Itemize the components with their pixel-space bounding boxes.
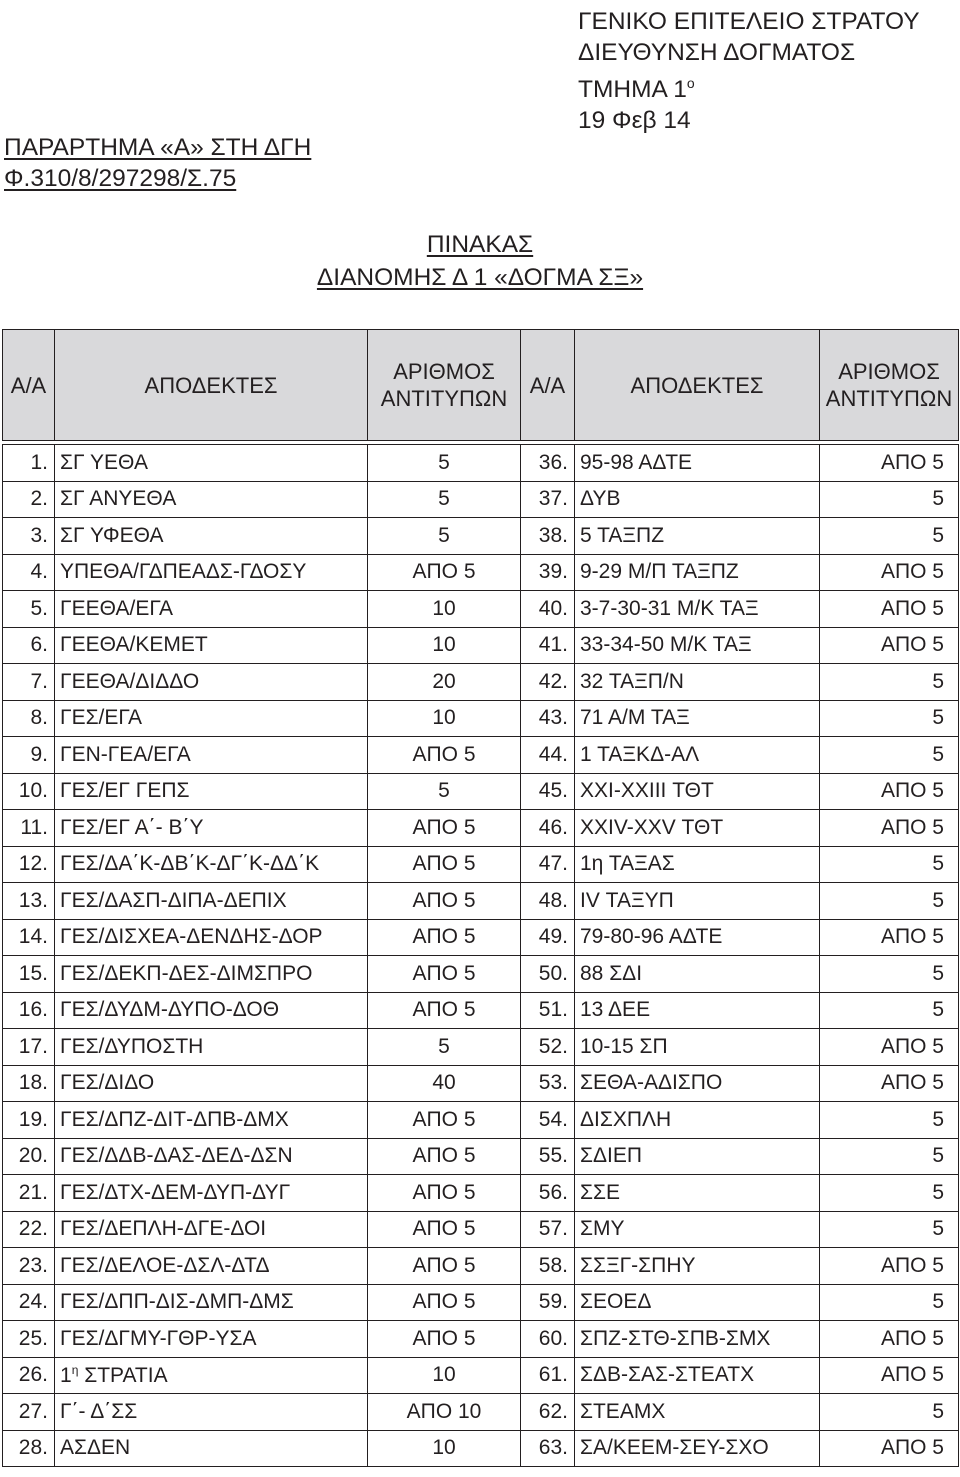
row-number: 55. xyxy=(521,1138,575,1175)
recipient-name: XXIV-XXV ΤΘΤ xyxy=(575,810,820,847)
section-prefix: ΤΜΗΜΑ 1 xyxy=(578,76,687,103)
table-row xyxy=(3,1138,959,1175)
table-row xyxy=(3,518,959,555)
copies-count: 10 xyxy=(368,700,521,737)
copies-count: 40 xyxy=(368,1065,521,1102)
recipient-name: ΓΕΣ/ΔΤΧ-ΔΕΜ-ΔΥΠ-ΔΥΓ xyxy=(55,1175,368,1212)
row-number: 4. xyxy=(3,554,55,591)
copies-count: ΑΠΟ 5 xyxy=(368,1211,521,1248)
copies-count: 5 xyxy=(820,883,959,920)
recipient-name: ΓΕΣ/ΔΑ΄Κ-ΔΒ΄Κ-ΔΓ΄Κ-ΔΔ΄Κ xyxy=(55,846,368,883)
copies-count: 10 xyxy=(368,1357,521,1394)
table-row xyxy=(3,481,959,518)
row-number: 28. xyxy=(3,1430,55,1467)
row-number: 56. xyxy=(521,1175,575,1212)
row-number: 21. xyxy=(3,1175,55,1212)
copies-count: 5 xyxy=(820,956,959,993)
recipient-name: ΣΣΞΓ-ΣΠΗΥ xyxy=(575,1248,820,1285)
table-row xyxy=(3,627,959,664)
recipient-name: 10-15 ΣΠ xyxy=(575,1029,820,1066)
copies-count: ΑΠΟ 5 xyxy=(820,1357,959,1394)
copies-count: 10 xyxy=(368,627,521,664)
recipient-name: 13 ΔΕΕ xyxy=(575,992,820,1029)
recipient-name: ΣΑ/ΚΕΕΜ-ΣΕΥ-ΣΧΟ xyxy=(575,1430,820,1467)
table-row xyxy=(3,1102,959,1139)
row-number: 5. xyxy=(3,591,55,628)
row-number: 16. xyxy=(3,992,55,1029)
row-number: 8. xyxy=(3,700,55,737)
recipient-name: ΣΤΕΑΜΧ xyxy=(575,1394,820,1431)
row-number: 39. xyxy=(521,554,575,591)
table-row xyxy=(3,1065,959,1102)
copies-count: ΑΠΟ 5 xyxy=(368,992,521,1029)
copies-count: ΑΠΟ 5 xyxy=(368,919,521,956)
header-recipients: ΑΠΟΔΕΚΤΕΣ xyxy=(55,330,368,441)
recipient-name: ΓΕΝ-ΓΕΑ/ΕΓΑ xyxy=(55,737,368,774)
copies-count: 5 xyxy=(368,445,521,482)
copies-count: ΑΠΟ 5 xyxy=(368,956,521,993)
recipient-name: 95-98 ΑΔΤΕ xyxy=(575,445,820,482)
recipient-name: ΣΕΟΕΔ xyxy=(575,1284,820,1321)
table-row xyxy=(3,737,959,774)
row-number: 37. xyxy=(521,481,575,518)
copies-count: 5 xyxy=(820,1102,959,1139)
recipient-name: ΔΥΒ xyxy=(575,481,820,518)
recipient-name: $1^\eta$ ΣΤΡΑΤΙΑ xyxy=(55,1357,368,1394)
recipient-name: 71 Α/Μ ΤΑΞ xyxy=(575,700,820,737)
copies-count: ΑΠΟ 5 xyxy=(820,919,959,956)
row-number: 46. xyxy=(521,810,575,847)
row-number: 17. xyxy=(3,1029,55,1066)
row-number: 9. xyxy=(3,737,55,774)
row-number: 25. xyxy=(3,1321,55,1358)
row-number: 19. xyxy=(3,1102,55,1139)
row-number: 43. xyxy=(521,700,575,737)
row-number: 36. xyxy=(521,445,575,482)
copies-count: ΑΠΟ 5 xyxy=(368,846,521,883)
copies-count: ΑΠΟ 5 xyxy=(820,627,959,664)
row-number: 27. xyxy=(3,1394,55,1431)
recipient-name: ΑΣΔΕΝ xyxy=(55,1430,368,1467)
copies-count: 5 xyxy=(820,1211,959,1248)
copies-count: ΑΠΟ 5 xyxy=(820,773,959,810)
copies-count: 10 xyxy=(368,591,521,628)
row-number: 26. xyxy=(3,1357,55,1394)
row-number: 7. xyxy=(3,664,55,701)
recipient-name: ΣΓ ΥΕΘΑ xyxy=(55,445,368,482)
copies-count: ΑΠΟ 5 xyxy=(368,554,521,591)
recipient-name: ΓΕΣ/ΕΓΑ xyxy=(55,700,368,737)
row-number: 15. xyxy=(3,956,55,993)
row-number: 38. xyxy=(521,518,575,555)
copies-count: 10 xyxy=(368,1430,521,1467)
copies-count: ΑΠΟ 5 xyxy=(368,1284,521,1321)
table-row xyxy=(3,554,959,591)
table-row xyxy=(3,664,959,701)
recipient-name: 5 ΤΑΞΠΖ xyxy=(575,518,820,555)
row-number: 1. xyxy=(3,445,55,482)
org-line: ΔΙΕΥΘΥΝΣΗ ΔΟΓΜΑΤΟΣ xyxy=(578,39,856,66)
row-number: 3. xyxy=(3,518,55,555)
table-row xyxy=(3,1394,959,1431)
table-row xyxy=(3,956,959,993)
header-copies: ΑΡΙΘΜΟΣ ΑΝΤΙΤΥΠΩΝ xyxy=(820,330,959,441)
recipient-name: 79-80-96 ΑΔΤΕ xyxy=(575,919,820,956)
recipient-name: ΓΕΣ/ΔΥΠΟΣΤΗ xyxy=(55,1029,368,1066)
table-row xyxy=(3,810,959,847)
table-row xyxy=(3,1284,959,1321)
recipient-name: ΣΕΘΑ-ΑΔΙΣΠΟ xyxy=(575,1065,820,1102)
table-row xyxy=(3,1029,959,1066)
row-number: 45. xyxy=(521,773,575,810)
copies-count: ΑΠΟ 5 xyxy=(820,810,959,847)
recipient-name: ΣΔΒ-ΣΑΣ-ΣΤΕΑΤΧ xyxy=(575,1357,820,1394)
recipient-name: ΣΓ ΑΝΥΕΘΑ xyxy=(55,481,368,518)
copies-count: ΑΠΟ 5 xyxy=(368,1175,521,1212)
recipient-name: 3-7-30-31 Μ/Κ ΤΑΞ xyxy=(575,591,820,628)
row-number: 24. xyxy=(3,1284,55,1321)
copies-count: 5 xyxy=(820,700,959,737)
row-number: 53. xyxy=(521,1065,575,1102)
row-number: 18. xyxy=(3,1065,55,1102)
table-row xyxy=(3,846,959,883)
row-number: 11. xyxy=(3,810,55,847)
table-row xyxy=(3,919,959,956)
recipient-name: ΓΕΣ/ΔΠΠ-ΔΙΣ-ΔΜΠ-ΔΜΣ xyxy=(55,1284,368,1321)
copies-count: ΑΠΟ 5 xyxy=(368,1102,521,1139)
row-number: 12. xyxy=(3,846,55,883)
recipient-name: ΓΕΣ/ΔΕΛΟΕ-ΔΣΛ-ΔΤΔ xyxy=(55,1248,368,1285)
table-row xyxy=(3,700,959,737)
row-number: 14. xyxy=(3,919,55,956)
copies-count: ΑΠΟ 5 xyxy=(368,1248,521,1285)
recipient-name: 33-34-50 Μ/Κ ΤΑΞ xyxy=(575,627,820,664)
row-number: 47. xyxy=(521,846,575,883)
row-number: 22. xyxy=(3,1211,55,1248)
recipient-name: ΔΙΣΧΠΛΗ xyxy=(575,1102,820,1139)
copies-count: ΑΠΟ 5 xyxy=(368,883,521,920)
issuing-authority-block xyxy=(578,6,920,136)
distribution-table xyxy=(2,329,959,1467)
copies-count: 5 xyxy=(820,481,959,518)
copies-count: ΑΠΟ 5 xyxy=(820,1321,959,1358)
recipient-name: ΓΕΣ/ΔΥΔΜ-ΔΥΠΟ-ΔΟΘ xyxy=(55,992,368,1029)
copies-count: ΑΠΟ 5 xyxy=(820,1065,959,1102)
row-number: 49. xyxy=(521,919,575,956)
row-number: 61. xyxy=(521,1357,575,1394)
row-number: 40. xyxy=(521,591,575,628)
recipient-name: ΣΠΖ-ΣΤΘ-ΣΠΒ-ΣΜΧ xyxy=(575,1321,820,1358)
recipient-name: ΥΠΕΘΑ/ΓΔΠΕΑΔΣ-ΓΔΟΣΥ xyxy=(55,554,368,591)
table-row xyxy=(3,1211,959,1248)
row-number: 13. xyxy=(3,883,55,920)
recipient-name: ΓΕΕΘΑ/ΕΓΑ xyxy=(55,591,368,628)
table-row xyxy=(3,1430,959,1467)
section-sup: ο xyxy=(686,75,695,91)
recipient-name: 1η ΤΑΞΑΣ xyxy=(575,846,820,883)
recipient-name: ΓΕΣ/ΔΓΜΥ-ΓΘΡ-ΥΣΑ xyxy=(55,1321,368,1358)
recipient-name: ΓΕΕΘΑ/ΚΕΜΕΤ xyxy=(55,627,368,664)
copies-count: 5 xyxy=(368,1029,521,1066)
copies-count: 5 xyxy=(820,992,959,1029)
recipient-name: ΓΕΣ/ΔΕΠΛΗ-ΔΓΕ-ΔΟΙ xyxy=(55,1211,368,1248)
table-row xyxy=(3,992,959,1029)
copies-count: ΑΠΟ 5 xyxy=(368,1321,521,1358)
recipient-name: ΣΜΥ xyxy=(575,1211,820,1248)
row-number: 42. xyxy=(521,664,575,701)
recipient-name: ΣΓ ΥΦΕΘΑ xyxy=(55,518,368,555)
recipient-name: ΓΕΣ/ΔΑΣΠ-ΔΙΠΑ-ΔΕΠΙΧ xyxy=(55,883,368,920)
copies-count: 5 xyxy=(820,1138,959,1175)
title-line-2: ΔΙΑΝΟΜΗΣ Δ 1 «ΔΟΓΜΑ ΣΞ» xyxy=(316,264,644,291)
recipient-name: ΣΣΕ xyxy=(575,1175,820,1212)
row-number: 10. xyxy=(3,773,55,810)
copies-count: ΑΠΟ 5 xyxy=(820,1248,959,1285)
row-number: 51. xyxy=(521,992,575,1029)
row-number: 63. xyxy=(521,1430,575,1467)
copies-count: ΑΠΟ 5 xyxy=(368,810,521,847)
copies-count: ΑΠΟ 5 xyxy=(820,445,959,482)
copies-count: ΑΠΟ 5 xyxy=(368,1138,521,1175)
org-line: ΓΕΝΙΚΟ ΕΠΙΤΕΛΕΙΟ ΣΤΡΑΤΟΥ xyxy=(578,8,920,35)
table-row xyxy=(3,445,959,482)
copies-count: ΑΠΟ 5 xyxy=(368,737,521,774)
table-row xyxy=(3,1357,959,1394)
row-number: 48. xyxy=(521,883,575,920)
recipient-name: 1 ΤΑΞΚΔ-ΑΛ xyxy=(575,737,820,774)
table-row xyxy=(3,883,959,920)
table-row xyxy=(3,773,959,810)
section-line xyxy=(578,68,920,105)
table-header-row xyxy=(3,330,959,441)
recipient-name: IV ΤΑΞΥΠ xyxy=(575,883,820,920)
row-number: 52. xyxy=(521,1029,575,1066)
annex-title: ΠΑΡΑΡΤΗΜΑ «Α» ΣΤΗ ΔΓΗ xyxy=(4,134,312,161)
copies-count: 5 xyxy=(820,1394,959,1431)
copies-count: 5 xyxy=(820,1175,959,1212)
copies-count: 5 xyxy=(820,518,959,555)
header-no: Α/Α xyxy=(3,330,55,441)
copies-count: ΑΠΟ 5 xyxy=(820,1029,959,1066)
recipient-name: 9-29 Μ/Π ΤΑΞΠΖ xyxy=(575,554,820,591)
header-recipients: ΑΠΟΔΕΚΤΕΣ xyxy=(575,330,820,441)
copies-count: 5 xyxy=(368,481,521,518)
row-number: 20. xyxy=(3,1138,55,1175)
row-number: 50. xyxy=(521,956,575,993)
row-number: 59. xyxy=(521,1284,575,1321)
document-date: 19 Φεβ 14 xyxy=(578,107,691,134)
recipient-name: ΓΕΣ/ΔΔΒ-ΔΑΣ-ΔΕΔ-ΔΣΝ xyxy=(55,1138,368,1175)
table-row xyxy=(3,591,959,628)
recipient-name: 32 ΤΑΞΠ/Ν xyxy=(575,664,820,701)
document-title xyxy=(0,228,960,294)
table-body xyxy=(3,445,959,1467)
row-number: 62. xyxy=(521,1394,575,1431)
row-number: 23. xyxy=(3,1248,55,1285)
header-copies: ΑΡΙΘΜΟΣ ΑΝΤΙΤΥΠΩΝ xyxy=(368,330,521,441)
recipient-name: Γ΄- Δ΄ΣΣ xyxy=(55,1394,368,1431)
recipient-name: ΓΕΣ/ΕΓ Α΄- Β΄Υ xyxy=(55,810,368,847)
copies-count: 5 xyxy=(368,773,521,810)
header-no: Α/Α xyxy=(521,330,575,441)
recipient-name: ΓΕΣ/ΕΓ ΓΕΠΣ xyxy=(55,773,368,810)
copies-count: 5 xyxy=(820,664,959,701)
copies-count: ΑΠΟ 5 xyxy=(820,591,959,628)
copies-count: ΑΠΟ 10 xyxy=(368,1394,521,1431)
recipient-name: ΓΕΣ/ΔΙΔΟ xyxy=(55,1065,368,1102)
copies-count: 5 xyxy=(368,518,521,555)
annex-reference xyxy=(4,132,311,194)
table-row xyxy=(3,1248,959,1285)
copies-count: 5 xyxy=(820,846,959,883)
row-number: 60. xyxy=(521,1321,575,1358)
row-number: 2. xyxy=(3,481,55,518)
recipient-name: ΓΕΕΘΑ/ΔΙΔΔΟ xyxy=(55,664,368,701)
title-line-1: ΠΙΝΑΚΑΣ xyxy=(426,231,534,258)
recipient-name: 88 ΣΔΙ xyxy=(575,956,820,993)
row-number: 54. xyxy=(521,1102,575,1139)
copies-count: 5 xyxy=(820,1284,959,1321)
row-number: 6. xyxy=(3,627,55,664)
file-reference: Φ.310/8/297298/Σ.75 xyxy=(4,165,237,192)
recipient-name: ΣΔΙΕΠ xyxy=(575,1138,820,1175)
copies-count: ΑΠΟ 5 xyxy=(820,554,959,591)
copies-count: 20 xyxy=(368,664,521,701)
recipient-name: XXI-XXIII ΤΘΤ xyxy=(575,773,820,810)
recipient-name: ΓΕΣ/ΔΕΚΠ-ΔΕΣ-ΔΙΜΣΠΡΟ xyxy=(55,956,368,993)
row-number: 57. xyxy=(521,1211,575,1248)
row-number: 44. xyxy=(521,737,575,774)
copies-count: ΑΠΟ 5 xyxy=(820,1430,959,1467)
table-row xyxy=(3,1321,959,1358)
row-number: 58. xyxy=(521,1248,575,1285)
recipient-name: ΓΕΣ/ΔΙΣΧΕΑ-ΔΕΝΔΗΣ-ΔΟΡ xyxy=(55,919,368,956)
row-number: 41. xyxy=(521,627,575,664)
recipient-name: ΓΕΣ/ΔΠΖ-ΔΙΤ-ΔΠΒ-ΔΜΧ xyxy=(55,1102,368,1139)
copies-count: 5 xyxy=(820,737,959,774)
table-row xyxy=(3,1175,959,1212)
